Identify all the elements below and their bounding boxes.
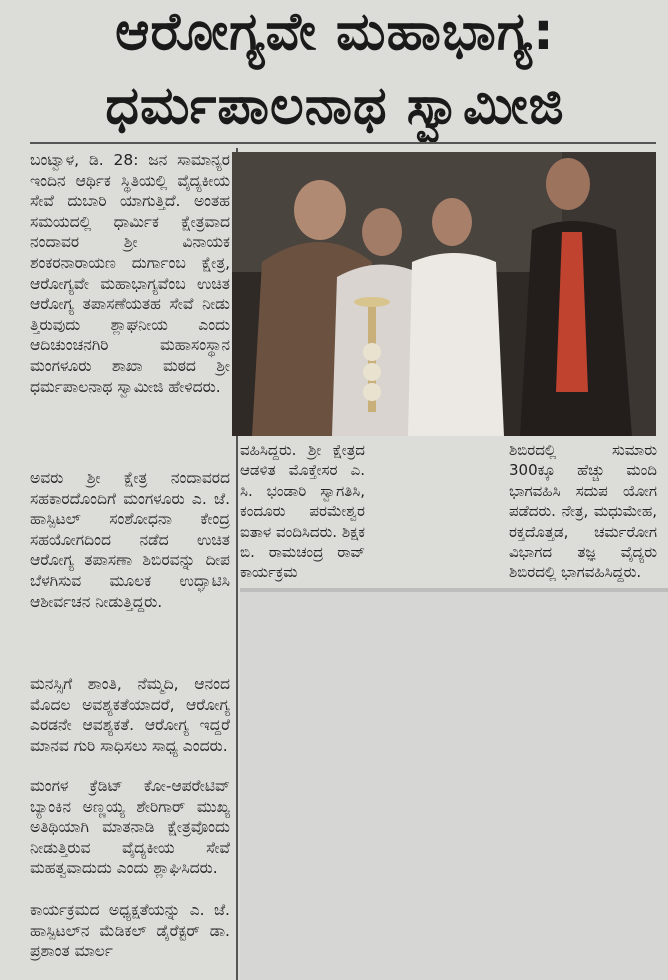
article-paragraph-5: ಕಾರ್ಯಕ್ರಮದ ಅಧ್ಯಕ್ಷತೆಯನ್ನು ಎ. ಜೆ. ಹಾಸ್ಪಿಟಲ್‌ನ ಮೆಡಿಕಲ್ ಡೈರೆಕ್ಟರ್ ಡಾ. ಪ್ರಶಾಂತ ಮಾರ್ಲ: [30, 901, 230, 961]
headline-line-1: ಆರೋಗ್ಯವೇ ಮಹಾಭಾಗ್ಯ:: [115, 2, 555, 62]
photo-illustration: [232, 152, 656, 436]
article-column-2a: ವಹಿಸಿದ್ದರು. ಶ್ರೀ ಕ್ಷೇತ್ರದ ಆಡಳಿತ ಮೊಕ್ತೇಸರ ಎ. ಸಿ. ಭಂಡಾರಿ ಸ್ವಾಗತಿಸಿ, ಕಂದೂರು ಪರಮೇಶ್ವರ ಐತಾಳ ವಂದಿಸಿದರು. ಶಿಕ್ಷಕ ಬಿ. ರಾಮಚಂದ್ರ ರಾವ್ ಕಾರ್ಯಕ್ರಮ: [240, 441, 365, 582]
headline-rule: [30, 142, 656, 144]
event-photo: [232, 152, 656, 436]
blank-paper-area: [240, 592, 668, 980]
headline-line-2: ಧರ್ಮಪಾಲನಾಥ ಸ್ವಾಮೀಜಿ: [105, 76, 565, 136]
article-column-3a: ಶಿಬಿರದಲ್ಲಿ ಸುಮಾರು 300ಕ್ಕೂ ಹೆಚ್ಚು ಮಂದಿ ಭಾಗವಹಿಸಿ ಸದುಪ ಯೋಗ ಪಡೆದರು. ನೇತ್ರ, ಮಧುಮೇಹ, ರಕ್ತದೊತ್ತಡ, ಚರ್ಮರೋಗ ವಿಭಾಗದ ತಜ್ಞ ವೈದ್ಯರು ಶಿಬಿರದಲ್ಲಿ ಭಾಗವಹಿಸಿದ್ದರು.: [509, 441, 657, 582]
article-paragraph-4: ಮಂಗಳ ಕ್ರೆಡಿಟ್ ಕೋ-ಆಪರೇಟಿವ್ ಬ್ಯಾಂಕಿನ ಅಣ್ಣಯ್ಯ ಶೇರಿಗಾರ್ ಮುಖ್ಯ ಅತಿಥಿಯಾಗಿ ಮಾತನಾಡಿ ಕ್ಷೇತ್ರವೊಂದು ನೀಡುತ್ತಿರುವ ವೈದ್ಯಕೀಯ ಸೇವೆ ಮಹತ್ವವಾದುದು ಎಂದು ಶ್ಲಾಘಿಸಿದರು.: [30, 777, 230, 878]
article-paragraph-1: ಬಂಟ್ವಾಳ, ಡಿ. 28: ಜನ ಸಾಮಾನ್ಯರ ಇಂದಿನ ಆರ್ಥಿಕ ಸ್ಥಿತಿಯಲ್ಲಿ ವೈದ್ಯಕೀಯ ಸೇವೆ ದುಬಾರಿ ಯಾಗುತ್ತಿದೆ. ಅಂತಹ ಸಮಯದಲ್ಲಿ ಧಾರ್ಮಿಕ ಕ್ಷೇತ್ರವಾದ ನಂದಾವರ ಶ್ರೀ ವಿನಾಯಕ ಶಂಕರನಾರಾಯಣ ದುರ್ಗಾಂಬ ಕ್ಷೇತ್ರ, ಆರೋಗ್ಯವೇ ಮಹಾಭಾಗ್ಯವೆಂಬ ಉಚಿತ ಆರೋಗ್ಯ ತಪಾಸಣೆಯತಹ ಸೇವೆ ನೀಡು ತ್ತಿರುವುದು ಶ್ಲಾಘನೀಯ ಎಂದು ಆದಿಚುಂಚನಗಿರಿ ಮಹಾಸಂಸ್ಥಾನ ಮಂಗಳೂರು ಶಾಖಾ ಮಠದ ಶ್ರೀ ಧರ್ಮಪಾಲನಾಥ ಸ್ವಾಮೀಜಿ ಹೇಳಿದರು.: [30, 151, 230, 396]
article-paragraph-2: ಅವರು ಶ್ರೀ ಕ್ಷೇತ್ರ ನಂದಾವರದ ಸಹಕಾರದೊಂದಿಗೆ ಮಂಗಳೂರು ಎ. ಜೆ. ಹಾಸ್ಪಿಟಲ್ ಸಂಶೋಧನಾ ಕೇಂದ್ರ ಸಹಯೋಗದಿಂದ ನಡೆದ ಉಚಿತ ಆರೋಗ್ಯ ತಪಾಸಣಾ ಶಿಬಿರವನ್ನು ದೀಪ ಬೆಳಗಿಸುವ ಮೂಲಕ ಉದ್ಘಾಟಿಸಿ ಆಶೀರ್ವಚನ ನೀಡುತ್ತಿದ್ದರು.: [30, 469, 230, 611]
article-paragraph-3: ಮನಸ್ಸಿಗೆ ಶಾಂತಿ, ನೆಮ್ಮದಿ, ಆನಂದ ಮೊದಲ ಅವಶ್ಯಕತೆಯಾದರೆ, ಆರೋಗ್ಯ ಎರಡನೇ ಆವಶ್ಯಕತೆ. ಆರೋಗ್ಯ ಇದ್ದರೆ ಮಾನವ ಗುರಿ ಸಾಧಿಸಲು ಸಾಧ್ಯ ಎಂದರು.: [30, 675, 230, 755]
